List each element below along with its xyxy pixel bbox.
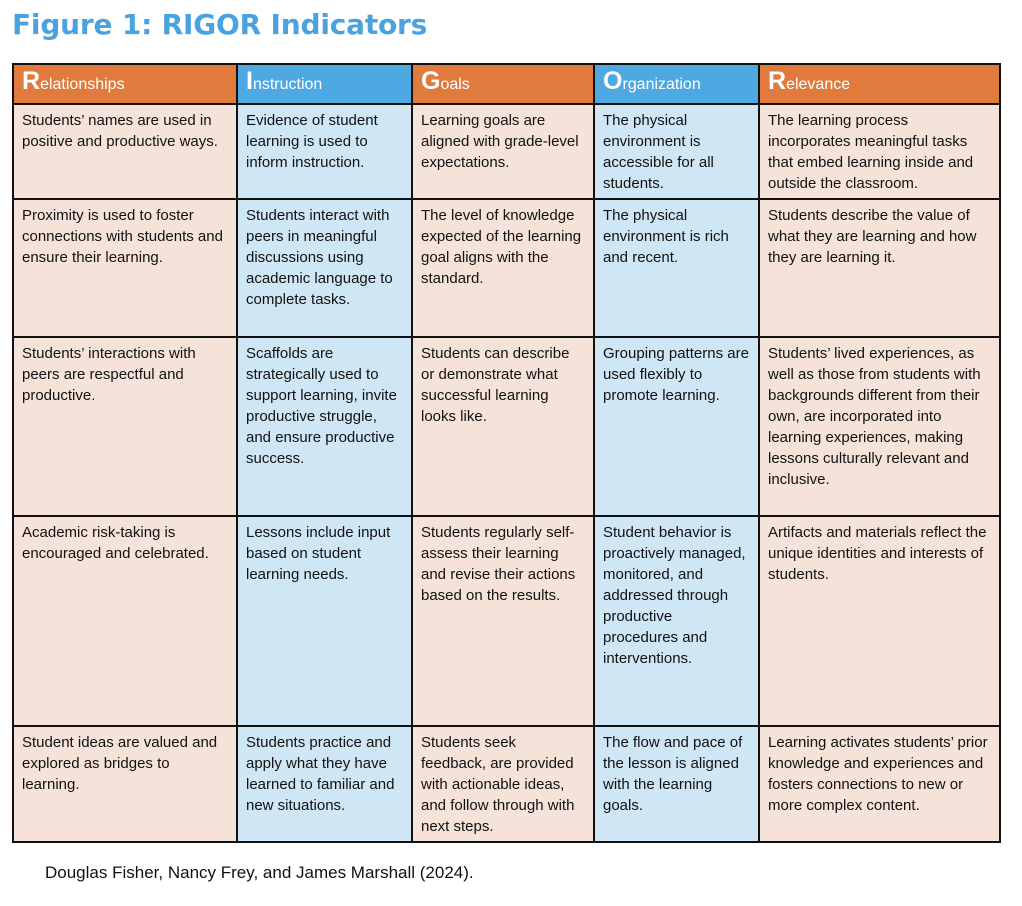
table-row bbox=[13, 199, 1000, 337]
table-cell: Student ideas are valued and explored as bridges to learning. bbox=[13, 726, 237, 842]
table-cell: The physical environment is accessible for all students. bbox=[594, 104, 759, 199]
table-cell: Students’ names are used in positive and productive ways. bbox=[13, 104, 237, 199]
table-cell: Students interact with peers in meaningful discussions using academic language to complete tasks. bbox=[237, 199, 412, 337]
table-cell: Students practice and apply what they have learned to familiar and new situations. bbox=[237, 726, 412, 842]
header-instruction: Instruction bbox=[237, 64, 412, 104]
table-cell: The learning process incorporates meaningful tasks that embed learning inside and outside the classroom. bbox=[759, 104, 1000, 199]
table-cell: Students’ interactions with peers are respectful and productive. bbox=[13, 337, 237, 516]
table-row bbox=[13, 104, 1000, 199]
table-row bbox=[13, 337, 1000, 516]
table-cell: Learning activates students’ prior knowledge and experiences and fosters connections to new or more complex content. bbox=[759, 726, 1000, 842]
table-row bbox=[13, 516, 1000, 726]
header-relevance: Relevance bbox=[759, 64, 1000, 104]
table-cell: Students describe the value of what they are learning and how they are learning it. bbox=[759, 199, 1000, 337]
table-cell: The flow and pace of the lesson is aligned with the learning goals. bbox=[594, 726, 759, 842]
table-cell: Students’ lived experiences, as well as those from students with backgrounds different from their own, are incorporated into learning experiences, making lessons culturally relevant and inclusive. bbox=[759, 337, 1000, 516]
table-cell: Academic risk-taking is encouraged and celebrated. bbox=[13, 516, 237, 726]
header-organization: Organization bbox=[594, 64, 759, 104]
header-relationships: Relationships bbox=[13, 64, 237, 104]
table-row bbox=[13, 726, 1000, 842]
table-cell: The level of knowledge expected of the learning goal aligns with the standard. bbox=[412, 199, 594, 337]
table-cell: Lessons include input based on student learning needs. bbox=[237, 516, 412, 726]
table-cell: Proximity is used to foster connections with students and ensure their learning. bbox=[13, 199, 237, 337]
table-cell: Students seek feedback, are provided with actionable ideas, and follow through with next steps. bbox=[412, 726, 594, 842]
table-cell: Evidence of student learning is used to inform instruction. bbox=[237, 104, 412, 199]
table-cell: Students can describe or demonstrate what successful learning looks like. bbox=[412, 337, 594, 516]
table-cell: Artifacts and materials reflect the unique identities and interests of students. bbox=[759, 516, 1000, 726]
header-row bbox=[13, 64, 1000, 104]
figure-title: Figure 1: RIGOR Indicators bbox=[12, 8, 428, 41]
table-cell: Scaffolds are strategically used to support learning, invite productive struggle, and ensure productive success. bbox=[237, 337, 412, 516]
figure-citation: Douglas Fisher, Nancy Frey, and James Marshall (2024). bbox=[45, 863, 474, 882]
table-cell: Students regularly self-assess their learning and revise their actions based on the results. bbox=[412, 516, 594, 726]
table-cell: Learning goals are aligned with grade-level expectations. bbox=[412, 104, 594, 199]
table-cell: Grouping patterns are used flexibly to promote learning. bbox=[594, 337, 759, 516]
table-cell: The physical environment is rich and recent. bbox=[594, 199, 759, 337]
table-cell: Student behavior is proactively managed, monitored, and addressed through productive procedures and interventions. bbox=[594, 516, 759, 726]
rigor-indicators-table bbox=[12, 63, 1001, 843]
header-goals: Goals bbox=[412, 64, 594, 104]
